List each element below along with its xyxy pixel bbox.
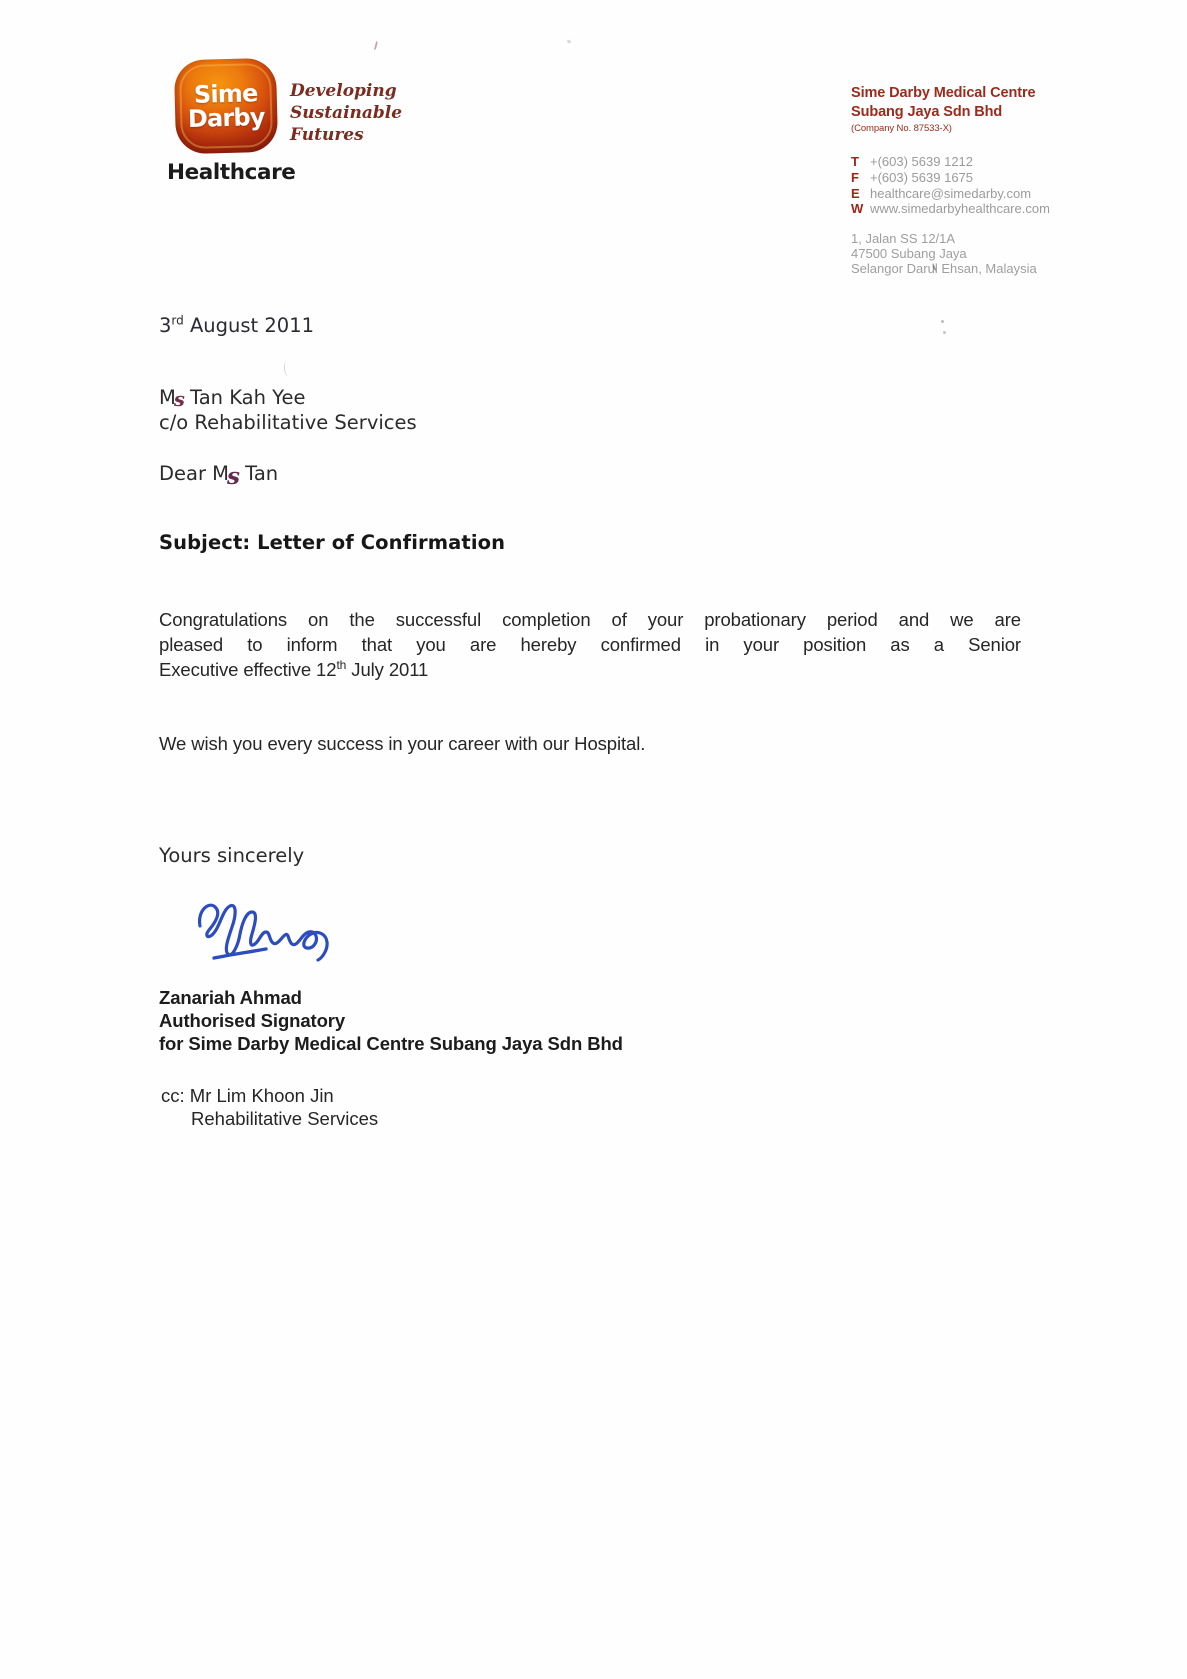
- scan-artifact: [567, 39, 572, 44]
- email-label: E: [851, 185, 860, 201]
- effective-date-before: Executive effective 12: [159, 659, 337, 680]
- subject-line: Subject: Letter of Confirmation: [159, 531, 506, 554]
- sime-darby-logo-text: [174, 58, 278, 155]
- letter-date: [159, 314, 314, 337]
- salutation-before: Dear M: [159, 462, 230, 485]
- contact-row-fax: [851, 170, 1050, 186]
- handwritten-s-correction: s: [173, 388, 185, 411]
- website-value: www.simedarbyhealthcare.com: [870, 201, 1050, 217]
- company-name-line1: Sime Darby Medical Centre: [851, 85, 1036, 101]
- scan-artifact: [373, 41, 378, 50]
- body-paragraph-2: We wish you every success in your career with our Hospital.: [159, 733, 646, 754]
- fax-label: F: [851, 169, 859, 185]
- company-name: [851, 84, 1050, 121]
- cc-line-dept: Rehabilitative Services: [191, 1108, 379, 1129]
- phone-label: T: [851, 154, 859, 169]
- contact-rows: [851, 154, 1050, 217]
- paragraph-line: pleased to inform that you are hereby confirmed in your position as a Senior: [159, 634, 1021, 655]
- address-line: Selangor Darul Ehsan, Malaysia: [851, 261, 1037, 276]
- handwritten-signature: [194, 892, 346, 964]
- division-healthcare: Healthcare: [167, 160, 296, 185]
- letterhead-contact-block: [851, 84, 1050, 277]
- contact-row-phone: [851, 154, 1050, 170]
- date-day: 3: [159, 314, 172, 337]
- signer-name: Zanariah Ahmad: [159, 987, 302, 1008]
- signer-title: Authorised Signatory: [159, 1009, 346, 1031]
- logo-word-sime: Sime: [193, 79, 258, 110]
- website-label: W: [851, 201, 864, 217]
- cc-line-name: cc: Mr Lim Khoon Jin: [161, 1085, 334, 1106]
- paragraph-line: Congratulations on the successful completion of your probationary period and we are: [159, 609, 1021, 630]
- signer-company: for Sime Darby Medical Centre Subang Jaya Sdn Bhd: [159, 1032, 623, 1054]
- address-line: 47500 Subang Jaya: [851, 246, 967, 262]
- logo-word-darby: Darby: [187, 102, 266, 133]
- sime-darby-logo: [174, 58, 278, 155]
- date-rest: August 2011: [183, 314, 315, 337]
- handwritten-s-correction: s: [227, 463, 240, 490]
- cc-block: [161, 1084, 378, 1130]
- effective-date-ordinal: th: [336, 657, 347, 672]
- recipient-name: Tan Kah Yee: [183, 386, 306, 409]
- address-line: 1, Jalan SS 12/1A: [851, 231, 956, 247]
- company-address: [851, 232, 1050, 277]
- phone-value: +(603) 5639 1212: [870, 154, 974, 169]
- company-name-line2: Subang Jaya Sdn Bhd: [851, 103, 1003, 120]
- tagline-line: Futures: [290, 125, 364, 145]
- effective-date-after: July 2011: [346, 659, 429, 680]
- signer-block: [159, 987, 623, 1055]
- company-registration-no: (Company No. 87533-X): [851, 123, 952, 134]
- scan-artifact: [943, 331, 946, 334]
- paragraph-line: [159, 657, 1021, 682]
- tagline-line: Developing: [290, 81, 397, 101]
- scan-artifact: [941, 320, 944, 323]
- salutation: [159, 459, 279, 490]
- scan-artifact: [283, 362, 290, 377]
- contact-row-email: [851, 186, 1050, 202]
- contact-row-website: [851, 201, 1050, 217]
- recipient-prefix: M: [159, 386, 176, 409]
- recipient-name-line: [159, 386, 417, 411]
- body-paragraph-1: [159, 607, 1021, 682]
- closing-line: Yours sincerely: [159, 844, 305, 867]
- tagline-line: Sustainable: [290, 103, 403, 123]
- recipient-dept-line: c/o Rehabilitative Services: [159, 410, 417, 434]
- date-ordinal: rd: [171, 313, 184, 328]
- salutation-after: Tan: [238, 462, 279, 485]
- email-value: healthcare@simedarby.com: [870, 185, 1032, 201]
- recipient-block: [159, 386, 417, 435]
- brand-tagline: [290, 80, 402, 146]
- signature-ink: [194, 892, 346, 964]
- fax-value: +(603) 5639 1675: [870, 169, 974, 185]
